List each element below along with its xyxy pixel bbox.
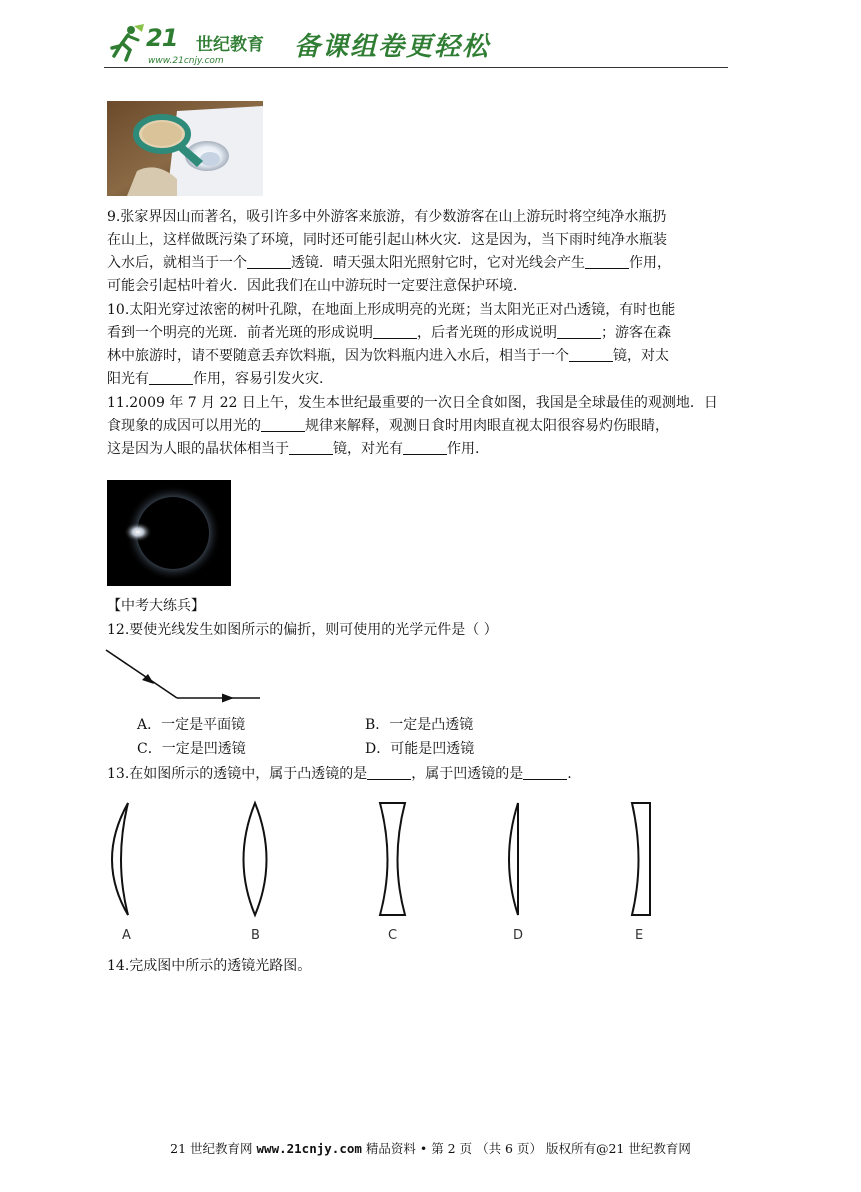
q10-text-4b: 作用，容易引发火灾. [193, 371, 324, 387]
q11-text-3c: 作用. [447, 441, 480, 457]
q9-line-1: 9.张家界因山而著名，吸引许多中外游客来旅游，有少数游客在山上游玩时将空纯净水瓶扔 [107, 209, 667, 225]
footer-url[interactable]: www.21cnjy.com [256, 1141, 362, 1156]
lens-label-d: D [513, 928, 524, 943]
arrow-icon [222, 694, 234, 703]
q12-option-d[interactable]: D．可能是凹透镜 [365, 741, 475, 757]
page-header [104, 22, 728, 72]
footer-info: 精品资料 • 第 2 页 （共 6 页） 版权所有@21 世纪教育网 [365, 1141, 691, 1156]
q11-text-3b: 镜，对光有 [333, 441, 403, 457]
q9-text-3a: 入水后，就相当于一个 [107, 255, 247, 271]
q10-line-1: 10.太阳光穿过浓密的树叶孔隙，在地面上形成明亮的光斑；当太阳光正对凸透镜，有时也能 [107, 302, 676, 318]
q10-text-2a: 看到一个明亮的光斑．前者光斑的形成说明 [107, 325, 373, 341]
q11-text-2a: 食现象的成因可以用光的 [107, 418, 261, 434]
q11-blank-2[interactable] [289, 440, 333, 455]
q11-blank-1[interactable] [261, 417, 305, 432]
q10-line-2 [107, 323, 671, 343]
section-title: 【中考大练兵】 [107, 598, 205, 614]
q10-text-3b: 镜，对太 [613, 348, 669, 364]
q11-blank-3[interactable] [403, 440, 447, 455]
q11-text-3a: 这是因为人眼的晶状体相当于 [107, 441, 289, 457]
q11-line-2 [107, 416, 669, 436]
lens-label-a: A [122, 928, 131, 943]
q10-blank-2[interactable] [557, 324, 601, 339]
q10-blank-1[interactable] [373, 324, 417, 339]
q9-blank-2[interactable] [585, 254, 629, 269]
q10-blank-4[interactable] [149, 370, 193, 385]
q10-text-2c: ；游客在森 [601, 325, 671, 341]
q9-line-2: 在山上，这样做既污染了环境，同时还可能引起山林火灾．这是因为，当下雨时纯净水瓶装 [107, 232, 667, 248]
lens-label-b: B [251, 928, 260, 943]
lens-c-shape [380, 803, 405, 915]
magnifier-photo [107, 101, 263, 196]
lens-label-e: E [635, 928, 644, 943]
lens-b-shape [244, 803, 267, 915]
q10-text-4a: 阳光有 [107, 371, 149, 387]
page-footer [0, 1139, 861, 1157]
q13-blank-1[interactable] [367, 765, 411, 780]
header-divider [104, 67, 728, 68]
q9-line-3 [107, 253, 671, 273]
lens-diagram [100, 795, 660, 945]
q12-option-b[interactable]: B．一定是凸透镜 [365, 717, 474, 733]
q13-blank-2[interactable] [523, 765, 567, 780]
q11-line-1: 11.2009 年 7 月 22 日上午，发生本世纪最重要的一次日全食如图，我国是全球最佳的观测地．日 [107, 395, 718, 411]
q9-text-3b: 透镜．晴天强太阳光照射它时，它对光线会产生 [291, 255, 585, 271]
q10-line-4 [107, 369, 323, 389]
q13-text-c: . [567, 766, 572, 782]
lens-label-c: C [388, 928, 398, 943]
q10-line-3 [107, 346, 669, 366]
logo-text: 世纪教育 [196, 35, 264, 55]
q14-text: 14.完成图中所示的透镜光路图。 [107, 958, 312, 974]
q11-line-3 [107, 439, 479, 459]
eclipse-photo [107, 480, 231, 586]
q12-option-c[interactable]: C．一定是凹透镜 [137, 741, 246, 757]
q13-text-b: ，属于凹透镜的是 [411, 766, 524, 782]
q13-text-a: 13.在如图所示的透镜中，属于凸透镜的是 [107, 766, 368, 782]
header-slogan: 备课组卷更轻松 [294, 32, 491, 62]
lens-a-shape [112, 803, 128, 915]
q9-line-4: 可能会引起枯叶着火．因此我们在山中游玩时一定要注意保护环境． [107, 278, 527, 294]
q13-line [107, 764, 572, 784]
runner-logo-icon [104, 22, 146, 64]
q9-blank-1[interactable] [247, 254, 291, 269]
q10-text-2b: ，后者光斑的形成说明 [417, 325, 557, 341]
footer-site: 21 世纪教育网 [170, 1141, 253, 1156]
q11-text-2b: 规律来解释，观测日食时用肉眼直视太阳很容易灼伤眼睛， [305, 418, 669, 434]
lens-d-shape [509, 803, 518, 915]
q12-stem: 12.要使光线发生如图所示的偏折，则可使用的光学元件是（ ） [107, 622, 498, 638]
light-deflection-diagram [104, 646, 264, 704]
q9-text-3c: 作用， [629, 255, 671, 271]
logo-number: 21 [146, 24, 178, 52]
q12-option-a[interactable]: A．一定是平面镜 [137, 717, 246, 733]
q10-blank-3[interactable] [569, 347, 613, 362]
q10-text-3a: 林中旅游时，请不要随意丢弃饮料瓶，因为饮料瓶内进入水后，相当于一个 [107, 348, 569, 364]
lens-e-shape [632, 803, 650, 915]
logo-url: www.21cnjy.com [148, 56, 224, 66]
